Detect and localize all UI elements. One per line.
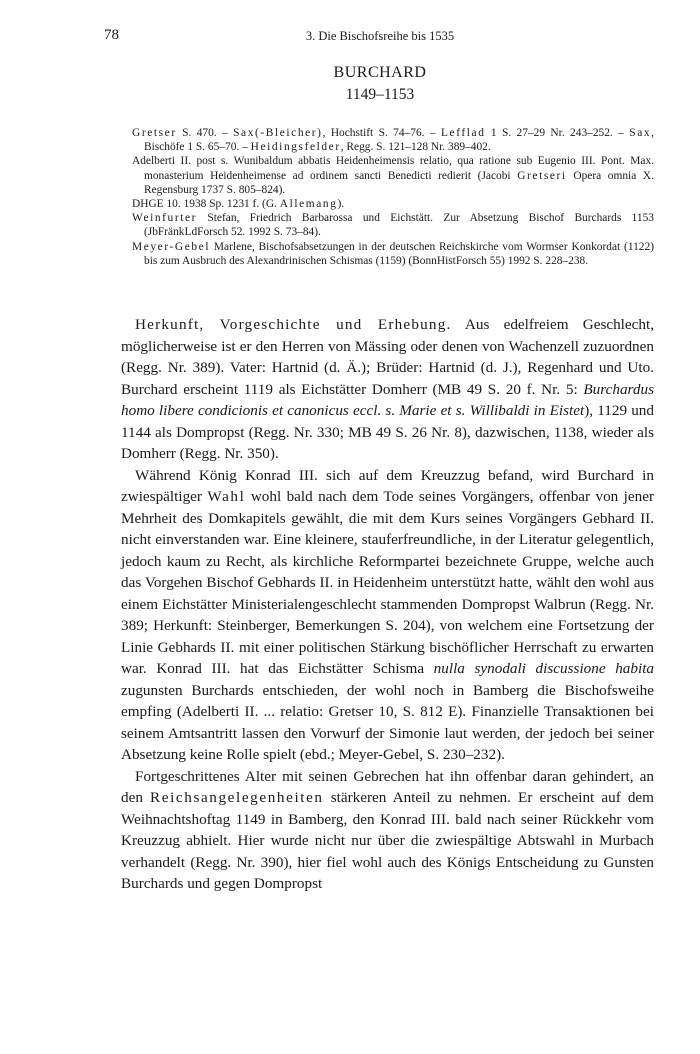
running-head: 3. Die Bischofsreihe bis 1535 [305, 29, 455, 43]
paragraph-text: zugunsten Burchards entschieden, der wohl noch in Bamberg die Bischofsweihe empfing (Adelberti II. ... relatio: Gretser 10, S. 812 E). Finanzielle Transaktionen bei seinem Amtsantritt lassen den Vorwurf der Simonie laut werden, der jedoch bei seiner Absetzung keine Rolle spielt (ebd.; Meyer-Gebel, S. 230–232). [121, 681, 654, 763]
entry-years: 1149–1153 [345, 86, 415, 103]
section-lead: Herkunft, Vorgeschichte und Erhebung. [135, 316, 452, 333]
author-name: Lefflad [440, 127, 486, 139]
paragraph-text: wohl bald nach dem Tode seines Vorgängers, offenbar von jener Mehrheit des Domkapitels gewählt, die mit dem Kurs seines Vorgängers Gebhard II. nicht einverstanden war. Eine kleinere, stauferfreundliche, in der Literatur gelegentlich, jedoch kaum zu Recht, als kirchliche Reformpartei bezeichnete Gruppe, welche auch das Vorgehen Bischof Gebhards II. in Heidenheim unterstützt hatte, wählt den wohl aus einem Eichstätter Ministerialengeschlecht stammenden Dompropst Walbrun (Regg. Nr. 389; Herkunft: Steinberger, Bemerkungen S. 204), von welchem eine Fortsetzung der Linie Gebhards II. mit einer politischen Stärkung bischöflicher Herrschaft zu erwarten war. Konrad III. hat das Eichstätter Schisma [121, 488, 655, 677]
paragraph-text: Während König Konrad III. sich auf dem Kreuzzug befand, wird Burchard in zwiespältiger [121, 466, 654, 505]
paragraph [121, 465, 654, 766]
bibliography [132, 126, 654, 268]
latin-quote: nulla synodali discussione habita [433, 660, 655, 677]
bibliography-text: , Hochstift S. 74–76. – [322, 127, 441, 139]
bibliography-text: Opera omnia X. Regensburg 1737 S. 805–824). [144, 169, 654, 196]
spaced-term: Wahl [207, 488, 246, 505]
bibliography-text: ). [337, 198, 345, 211]
author-name: Sax [629, 127, 652, 139]
bibliography-text: Adelberti II. post s. Wunibaldum abbatis Heidenheimensis relatio, qua ratione sub Eugenio III. Pont. Max. monasterium Heidenheimense ad ordinem sancti Benedicti redierit (Jacobi [132, 155, 654, 182]
bibliography-text: DHGE 10. 1938 Sp. 1231 f. (G. [132, 198, 280, 211]
spaced-term: Reichsangelegenheiten [150, 789, 324, 806]
body-text [121, 314, 654, 895]
paragraph [121, 766, 654, 895]
paragraph [121, 314, 654, 465]
author-name: Allemang [279, 198, 338, 211]
paragraph-text: Aus edelfreiem Geschlecht, möglicherweise ist er den Herren von Mässing oder denen von Wachenzell zuzuordnen (Regg. Nr. 389). Vater: Hartnid (d. Ä.); Brüder: Hartnid (d. J.), Regenhard und Uto. Burchard erscheint 1119 als Eichstätter Domherr (MB 49 S. 20 f. Nr. 5: [121, 316, 654, 398]
bibliography-entry [132, 211, 654, 239]
bibliography-text: Marlene, Bischofsabsetzungen in der deutschen Reichskirche vom Wormser Konkordat (1122) bis zum Ausbruch des Alexandrinischen Schismas (1159) (BonnHistForsch 55) 1992 S. 228–238. [144, 240, 654, 267]
bibliography-entry [132, 240, 654, 268]
bibliography-entry [132, 126, 654, 154]
page-header [100, 27, 660, 47]
author-name: Weinfurter [132, 212, 198, 225]
author-name: Sax(-Bleicher) [233, 127, 323, 139]
author-name: Meyer-Gebel [132, 240, 211, 253]
entry-title: BURCHARD [333, 64, 427, 81]
author-name: Heidingsfelder [250, 141, 341, 154]
author-name: Gretser [132, 127, 177, 139]
page-number: 78 [104, 27, 119, 43]
paragraph-text: stärkeren Anteil zu nehmen. Er erscheint auf dem Weihnachtshoftag 1149 in Bamberg, den Konrad III. bald nach seiner Rückkehr vom Kreuzzug abhielt. Hier wurde nicht nur über die zwiespältige Abtswahl in Murbach verhandelt (Regg. Nr. 390), hier fiel wohl auch des Königs Entscheidung zu Gunsten Burchards und gegen Dompropst [121, 789, 654, 892]
author-name: Gretseri [517, 169, 567, 182]
bibliography-text: 1 S. 27–29 Nr. 243–252. – [485, 127, 630, 139]
latin-quote: Burchardus homo libere condicionis et canonicus eccl. s. Marie et s. Willibaldi in Eistet [121, 380, 654, 419]
bibliography-text: S. 470. – [176, 127, 234, 139]
paragraph-text: ), 1129 und 1144 als Dompropst (Regg. Nr. 330; MB 49 S. 26 Nr. 8), dazwischen, 1138, wieder als Domherr (Regg. Nr. 350). [121, 402, 654, 462]
bibliography-entry [132, 154, 654, 197]
bibliography-text: Stefan, Friedrich Barbarossa und Eichstätt. Zur Absetzung Bischof Burchards 1153 (JbFränkLdForsch 52. 1992 S. 73–84). [144, 212, 654, 239]
bibliography-text: , Bischöfe 1 S. 65–70. – [144, 127, 655, 154]
bibliography-text: , Regg. S. 121–128 Nr. 389–402. [340, 141, 491, 154]
paragraph-text: Fortgeschrittenes Alter mit seinen Gebrechen hat ihn offenbar daran gehindert, an den [121, 767, 654, 806]
bibliography-entry [132, 197, 654, 211]
